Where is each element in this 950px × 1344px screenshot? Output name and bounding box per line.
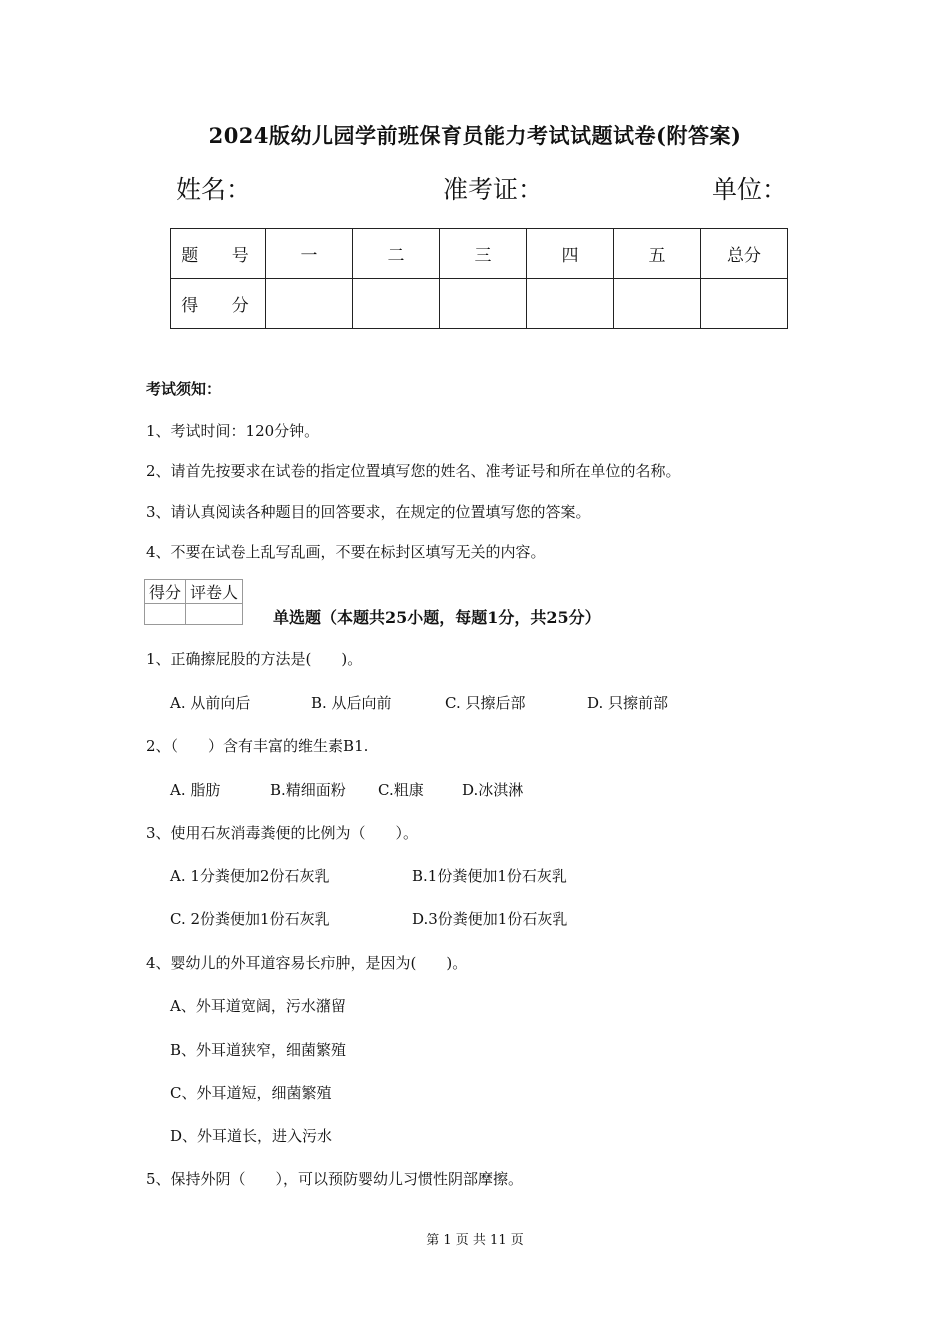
note-item: 3、请认真阅读各种题目的回答要求，在规定的位置填写您的答案。 [146, 503, 591, 521]
score-table-cell: 一 [266, 229, 353, 279]
note-item: 2、请首先按要求在试卷的指定位置填写您的姓名、准考证号和所在单位的名称。 [146, 462, 681, 480]
score-input-cell[interactable] [614, 279, 701, 329]
score-table-score-row [171, 279, 788, 329]
exam-id-field-label: 准考证： [443, 175, 544, 204]
name-field-label: 姓名： [176, 175, 252, 204]
score-table-cell: 总分 [701, 229, 788, 279]
option-d[interactable]: D. 只擦前部 [587, 694, 669, 712]
score-input-cell[interactable] [440, 279, 527, 329]
grader-name-cell[interactable] [186, 604, 243, 625]
grader-score-cell[interactable] [145, 604, 186, 625]
score-table-header-row [171, 229, 788, 279]
option-a[interactable]: A、外耳道宽阔，污水潴留 [170, 997, 346, 1015]
score-table-cell: 五 [614, 229, 701, 279]
question-text: 1、正确擦屁股的方法是( )。 [146, 650, 363, 668]
option-d[interactable]: D、外耳道长，进入污水 [170, 1127, 333, 1145]
question-text: 2、（ ）含有丰富的维生素B1. [146, 737, 369, 755]
option-c[interactable]: C. 只擦后部 [445, 694, 526, 712]
grader-box [144, 579, 243, 625]
option-c[interactable]: C.粗康 [378, 781, 424, 799]
option-d[interactable]: D.冰淇淋 [462, 781, 524, 799]
option-a[interactable]: A. 脂肪 [170, 781, 221, 799]
question-text: 3、使用石灰消毒粪便的比例为（ ）。 [146, 824, 419, 842]
score-table-cell: 三 [440, 229, 527, 279]
option-a[interactable]: A. 从前向后 [170, 694, 251, 712]
option-d[interactable]: D.3份粪便加1份石灰乳 [412, 910, 568, 928]
option-b[interactable]: B.1份粪便加1份石灰乳 [412, 867, 567, 885]
question-text: 5、保持外阴（ ），可以预防婴幼儿习惯性阴部摩擦。 [146, 1170, 524, 1188]
score-input-cell[interactable] [527, 279, 614, 329]
score-input-cell[interactable] [266, 279, 353, 329]
option-b[interactable]: B、外耳道狭窄，细菌繁殖 [170, 1041, 347, 1059]
option-b[interactable]: B. 从后向前 [311, 694, 392, 712]
score-table-cell: 得 分 [171, 279, 266, 329]
notes-heading: 考试须知： [146, 380, 222, 398]
page-title: 2024版幼儿园学前班保育员能力考试试题试卷(附答案) [208, 123, 742, 148]
option-c[interactable]: C、外耳道短，细菌繁殖 [170, 1084, 332, 1102]
option-a[interactable]: A. 1分粪便加2份石灰乳 [170, 867, 330, 885]
score-table [170, 228, 788, 329]
option-c[interactable]: C. 2份粪便加1份石灰乳 [170, 910, 330, 928]
question-text: 4、婴幼儿的外耳道容易长疖肿，是因为( )。 [146, 954, 468, 972]
option-b[interactable]: B.精细面粉 [270, 781, 346, 799]
score-table-cell: 二 [353, 229, 440, 279]
section-title: 单选题（本题共25小题，每题1分，共25分） [273, 608, 601, 627]
score-table-cell: 题 号 [171, 229, 266, 279]
score-table-cell: 四 [527, 229, 614, 279]
grader-name-label: 评卷人 [186, 580, 243, 604]
page-footer: 第 1 页 共 11 页 [426, 1233, 524, 1248]
score-input-cell[interactable] [701, 279, 788, 329]
note-item: 1、考试时间：120分钟。 [146, 422, 320, 440]
note-item: 4、不要在试卷上乱写乱画，不要在标封区填写无关的内容。 [146, 543, 546, 561]
score-input-cell[interactable] [353, 279, 440, 329]
grader-score-label: 得分 [145, 580, 186, 604]
unit-field-label: 单位： [712, 175, 788, 204]
